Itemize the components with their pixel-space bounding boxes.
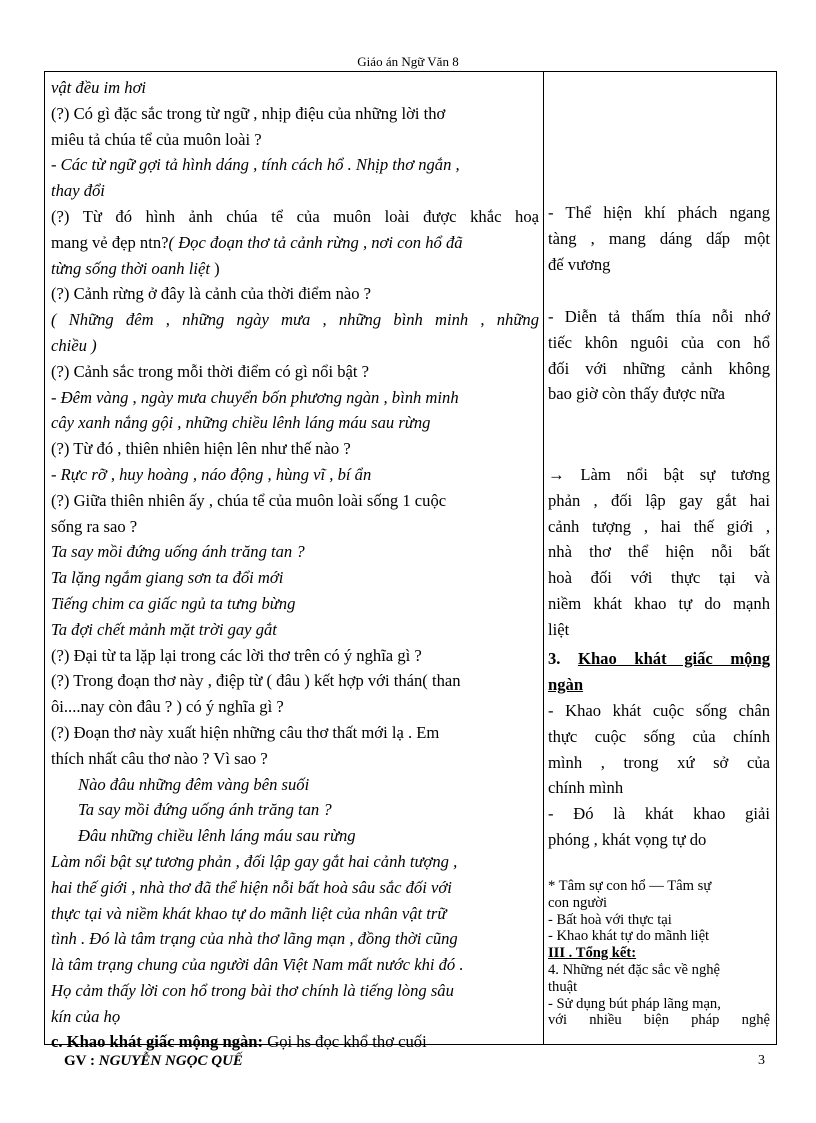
left-line: Ta lặng ngắm giang sơn ta đổi mới: [51, 568, 284, 588]
right-line: - Khao khát cuộc sống chân: [548, 701, 770, 720]
right-line: 4. Những nét đặc sắc về nghệ: [548, 961, 721, 978]
left-line: (?) Từ đó , thiên nhiên hiện lên như thế nào ?: [51, 439, 351, 459]
heading-text-cont: ngàn: [548, 674, 584, 694]
right-line: thuật: [548, 978, 578, 995]
left-line: Đâu những chiều lênh láng máu sau rừng: [78, 826, 356, 846]
left-line: (?) Cảnh sắc trong mỗi thời điểm có gì nổi bật ?: [51, 361, 369, 381]
left-line: Tiếng chim ca giấc ngủ ta tưng bừng: [51, 593, 296, 613]
right-line: đối với những cảnh không: [548, 358, 770, 378]
left-line: Ta say mồi đứng uống ánh trăng tan ?: [78, 800, 332, 820]
right-line: tiếc khôn nguôi của con hổ: [548, 332, 770, 352]
right-line: - Diễn tả thấm thía nỗi nhớ: [548, 307, 770, 326]
right-line: phóng , khát vọng tự do: [548, 829, 707, 849]
page-number: 3: [758, 1053, 765, 1068]
right-line: liệt: [548, 619, 570, 639]
right-line: thực cuộc sống của chính: [548, 726, 770, 746]
left-line: - Các từ ngữ gợi tả hình dáng , tính cách hổ . Nhịp thơ ngắn ,: [51, 155, 460, 175]
left-line-part: ): [209, 258, 220, 278]
left-line: ôi....nay còn đâu ? ) có ý nghĩa gì ?: [51, 697, 284, 717]
right-block-3: [548, 462, 770, 643]
right-heading-3: [548, 646, 770, 698]
right-line: mình , trong xứ sở của: [548, 752, 770, 772]
left-line: (?) Trong đoạn thơ này , điệp từ ( đâu ) kết hợp với thán( than: [51, 671, 461, 691]
right-line: với nhiều biện pháp nghệ: [548, 1012, 770, 1029]
left-line: thực tại và niềm khát khao tự do mãnh liệt của nhân vật trữ: [51, 903, 447, 923]
lesson-table: [44, 71, 777, 1052]
left-line: thích nhất câu thơ nào ? Vì sao ?: [51, 748, 268, 768]
right-line: tàng , mang dáng dấp một: [548, 228, 770, 248]
right-line: chính mình: [548, 778, 624, 798]
right-line: cảnh tượng , hai thế giới ,: [548, 516, 770, 536]
left-line: ( Những đêm , những ngày mưa , những bình minh , những: [51, 310, 539, 330]
left-line: (?) Giữa thiên nhiên ấy , chúa tể của muôn loài sống 1 cuộc: [51, 490, 447, 510]
left-line: chiều ): [51, 335, 97, 355]
left-line: - Đêm vàng , ngày mưa chuyển bốn phương ngàn , bình minh: [51, 387, 459, 407]
right-line: - Đó là khát khao giải: [548, 804, 770, 824]
heading-number: 3.: [548, 649, 561, 668]
left-line: miêu tả chúa tể của muôn loài ?: [51, 129, 262, 149]
left-line: Họ cảm thấy lời con hổ trong bài thơ chính là tiếng lòng sâu: [51, 980, 454, 1000]
left-line: (?) Đại từ ta lặp lại trong các lời thơ trên có ý nghĩa gì ?: [51, 645, 422, 665]
left-line: (?) Cảnh rừng ở đây là cảnh của thời điểm nào ?: [51, 284, 372, 304]
left-line: (?) Từ đó hình ảnh chúa tể của muôn loài được khắc hoạ: [51, 206, 539, 226]
right-block-2: [548, 304, 770, 407]
footer-author: [64, 1053, 243, 1070]
left-line-part: từng sống thời oanh liệt: [51, 258, 210, 278]
left-line-part: Gọi hs đọc khổ thơ cuối: [263, 1032, 427, 1052]
footer-teacher-name: NGUYỄN NGỌC QUẾ: [98, 1053, 243, 1069]
left-line: (?) Có gì đặc sắc trong từ ngữ , nhịp điệu của những lời thơ: [51, 103, 446, 123]
left-line: [51, 1029, 539, 1055]
left-line: cây xanh nắng gội , những chiều lênh láng máu sau rừng: [51, 413, 431, 433]
left-line: Ta đợi chết mảnh mặt trời gay gắt: [51, 619, 277, 639]
right-block-1: [548, 200, 770, 277]
right-line: - Khao khát tự do mãnh liệt: [548, 928, 710, 945]
footer-gv-label: GV :: [64, 1053, 95, 1069]
left-line-part: ( Đọc đoạn thơ tả cảnh rừng , nơi con hổ đã: [168, 232, 463, 252]
section-iii-heading: III . Tổng kết:: [548, 945, 637, 962]
right-block-4: [548, 698, 770, 853]
column-divider: [543, 72, 544, 1044]
left-line: Ta say mồi đứng uống ánh trăng tan ?: [51, 542, 305, 562]
left-line: (?) Đoạn thơ này xuất hiện những câu thơ thất mới lạ . Em: [51, 722, 440, 742]
left-line: Nào đâu những đêm vàng bên suối: [78, 774, 310, 794]
right-line: hoà đối với thực tại và: [548, 568, 770, 588]
right-line: - Sử dụng bút pháp lãng mạn,: [548, 995, 721, 1012]
right-block-5: [548, 878, 770, 1029]
right-line: - Thể hiện khí phách ngang: [548, 203, 770, 222]
right-line: phản , đối lập gay gắt hai: [548, 490, 770, 510]
left-line: tình . Đó là tâm trạng của nhà thơ lãng mạn , đồng thời cũng: [51, 929, 458, 949]
left-line: [51, 230, 539, 256]
right-line: bao giờ còn thấy được nữa: [548, 384, 725, 404]
right-line: * Tâm sự con hổ — Tâm sự: [548, 878, 712, 894]
heading-text: Khao khát giấc mộng: [578, 649, 770, 668]
right-line: đế vương: [548, 254, 611, 274]
page-header: Giáo án Ngữ Văn 8: [357, 54, 459, 69]
left-column: [51, 75, 539, 1055]
right-line: nhà thơ thể hiện nỗi bất: [548, 542, 770, 562]
right-line: niềm khát khao tự do mạnh: [548, 593, 770, 613]
right-line: → Làm nổi bật sự tương: [548, 465, 770, 484]
left-line: kín của họ: [51, 1006, 121, 1026]
left-line: vật đều im hơi: [51, 78, 147, 97]
left-line: Làm nổi bật sự tương phản , đối lập gay gắt hai cảnh tượng ,: [51, 851, 458, 871]
left-line: sống ra sao ?: [51, 516, 138, 536]
left-line-part: mang vẻ đẹp ntn?: [51, 232, 169, 252]
right-line: con người: [548, 894, 607, 911]
left-line: là tâm trạng chung của người dân Việt Nam mất nước khi đó .: [51, 955, 464, 975]
right-line: - Bất hoà với thực tại: [548, 911, 672, 928]
left-line: hai thế giới , nhà thơ đã thể hiện nỗi bất hoà sâu sắc đối với: [51, 877, 452, 897]
left-line-part: c. Khao khát giấc mộng ngàn:: [51, 1032, 264, 1052]
left-line: thay đổi: [51, 181, 105, 201]
left-line: [51, 256, 539, 282]
left-line: - Rực rỡ , huy hoàng , náo động , hùng vĩ , bí ẩn: [51, 464, 372, 484]
